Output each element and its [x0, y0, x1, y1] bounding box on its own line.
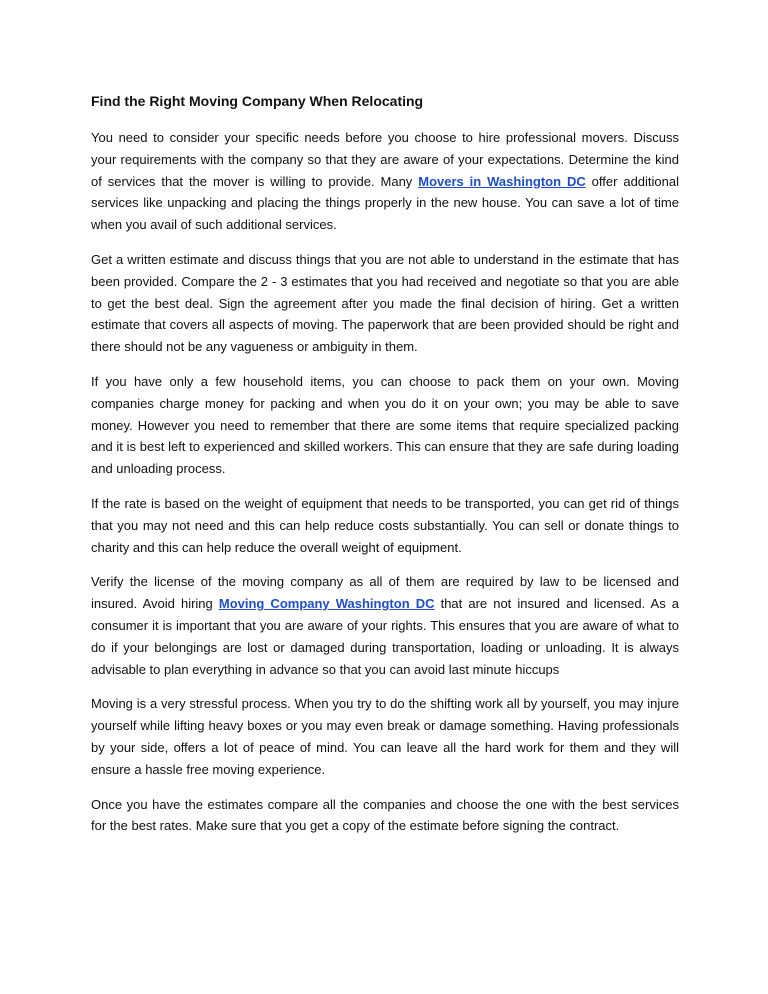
paragraph-5-text-before: Verify the license of the moving company as all of them are required by law to be licensed and insured. Avoid hiring — [91, 574, 679, 612]
document-page — [91, 91, 679, 850]
paragraph-1-text-before: You need to consider your specific needs before you choose to hire professional movers. Discuss your requirements with the company so that they are aware of your expectations. Determine the kind of services that the mover is willing to provide. Many — [91, 130, 679, 189]
moving-company-washington-dc-link[interactable]: Moving Company Washington DC — [218, 596, 435, 612]
paragraph-4: If the rate is based on the weight of equipment that needs to be transported, you can get rid of things that you may not need and this can help reduce costs substantially. You can sell or donate things to charity and this can help reduce the overall weight of equipment. — [91, 495, 679, 555]
paragraph-6: Moving is a very stressful process. When you try to do the shifting work all by yourself, you may injure yourself while lifting heavy boxes or you may even break or damage something. Having professionals by your side, offers a lot of peace of mind. You can leave all the hard work for them and they will ensure a hassle free moving experience. — [91, 696, 679, 777]
paragraph-1 — [91, 127, 679, 236]
document-title: Find the Right Moving Company When Relocating — [91, 93, 424, 109]
movers-in-washington-dc-link[interactable]: Movers in Washington DC — [418, 173, 586, 189]
paragraph-1-text-after: offer additional services like unpacking and placing the things properly in the new house. You can save a lot of time when you avail of such additional services. — [91, 173, 680, 233]
paragraph-7: Once you have the estimates compare all the companies and choose the one with the best services for the best rates. Make sure that you get a copy of the estimate before signing the contract. — [91, 796, 679, 834]
paragraph-5-text-after: that are not insured and licensed. As a consumer it is important that you are aware of your rights. This ensures that you are aware of what to do if your belongings are lost or damaged during transportation, loading or unloading. It is always advisable to plan everything in advance so that you can avoid last minute hiccups — [91, 596, 679, 677]
paragraph-2: Get a written estimate and discuss things that you are not able to understand in the estimate that has been provided. Compare the 2 - 3 estimates that you had received and negotiate so that you are able to get the best deal. Sign the agreement after you made the final decision of hiring. Get a written estimate that covers all aspects of moving. The paperwork that are been provided should be right and there should not be any vagueness or ambiguity in them. — [91, 251, 679, 355]
paragraph-3: If you have only a few household items, you can choose to pack them on your own. Moving companies charge money for packing and when you do it on your own; you may be able to save money. However you need to remember that there are some items that require specialized packing and it is best left to experienced and skilled workers. This can ensure that they are safe during loading and unloading process. — [91, 373, 679, 477]
paragraph-5 — [91, 571, 679, 680]
